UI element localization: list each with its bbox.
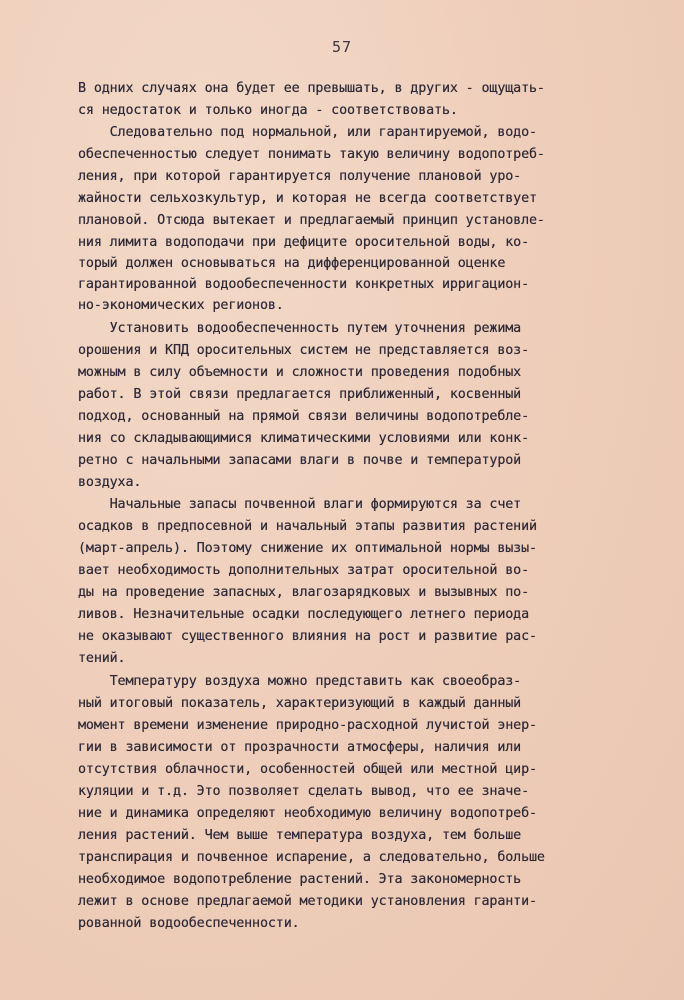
text-line: гии в зависимости от прозрачности атмосферы, наличия или <box>78 740 522 755</box>
text-line: воздуха. <box>78 475 142 490</box>
text-line: обеспеченностью следует понимать такую величину водопотреб- <box>78 147 545 162</box>
text-line: куляции и т.д. Это позволяет сделать вывод, что ее значе- <box>78 784 529 799</box>
text-line: гарантированной водообеспеченности конкретных ирригацион- <box>78 277 529 292</box>
text-line: плановой. Отсюда вытекает и предлагаемый принцип установле- <box>78 213 545 228</box>
text-line: ретно с начальными запасами влаги в почве и температурой <box>78 453 522 468</box>
text-line: работ. В этой связи предлагается приближенный, косвенный <box>78 387 522 402</box>
text-line: ды на проведение запасных, влагозарядковых и вызывных по- <box>78 585 529 600</box>
text-line: ления растений. Чем выше температура воздуха, тем больше <box>78 828 522 843</box>
text-line: отсутствия облачности, особенностей общей или местной цир- <box>78 762 537 777</box>
text-line: ся недостаток и только иногда - соответствовать. <box>78 103 458 118</box>
text-line: ления, при которой гарантируется получение плановой уро- <box>78 169 522 184</box>
text-line: момент времени изменение природно-расходной лучистой энер- <box>78 718 537 733</box>
text-line: Следовательно под нормальной, или гарантируемой, водо- <box>78 125 537 140</box>
text-line: Начальные запасы почвенной влаги формируются за счет <box>78 497 522 512</box>
text-line: ния со складывающимися климатическими условиями или конк- <box>78 431 529 446</box>
text-line: не оказывают существенного влияния на рост и развитие рас- <box>78 629 537 644</box>
text-line: Температуру воздуха можно представить как своеобраз- <box>78 674 522 689</box>
text-line: ние и динамика определяют необходимую величину водопотреб- <box>78 806 537 821</box>
text-line: ливов. Незначительные осадки последующего летнего периода <box>78 607 529 622</box>
text-line: можным в силу объемности и сложности проведения подобных <box>78 365 522 380</box>
text-line: орошения и КПД оросительных систем не представляется воз- <box>78 343 529 358</box>
text-line: В одних случаях она будет ее превышать, в других - ощущать- <box>78 81 545 96</box>
text-line: торый должен основываться на дифференцированной оценке <box>78 256 506 271</box>
text-line: ный итоговый показатель, характеризующий в каждый данный <box>78 696 522 711</box>
text-line: Установить водообеспеченность путем уточнения режима <box>78 321 522 336</box>
text-line: подход, основанный на прямой связи величины водопотребле- <box>78 409 529 424</box>
text-line: рованной водообеспеченности. <box>78 916 300 931</box>
text-line: жайности сельхозкультур, и которая не всегда соответствует <box>78 191 537 206</box>
text-line: лежит в основе предлагаемой методики установления гаранти- <box>78 894 537 909</box>
text-line: необходимое водопотребление растений. Эта закономерность <box>78 872 522 887</box>
text-line: тений. <box>78 651 126 666</box>
text-line: вает необходимость дополнительных затрат оросительной во- <box>78 563 529 578</box>
page-number: 57 <box>331 38 353 56</box>
text-line: транспирация и почвенное испарение, а следовательно, больше <box>78 850 545 865</box>
text-line: осадков в предпосевной и начальный этапы развития растений <box>78 519 537 534</box>
text-line: ния лимита водоподачи при дефиците оросительной воды, ко- <box>78 235 529 250</box>
text-line: (март-апрель). Поэтому снижение их оптимальной нормы вызы- <box>78 541 537 556</box>
text-line: но-экономических регионов. <box>78 298 284 313</box>
